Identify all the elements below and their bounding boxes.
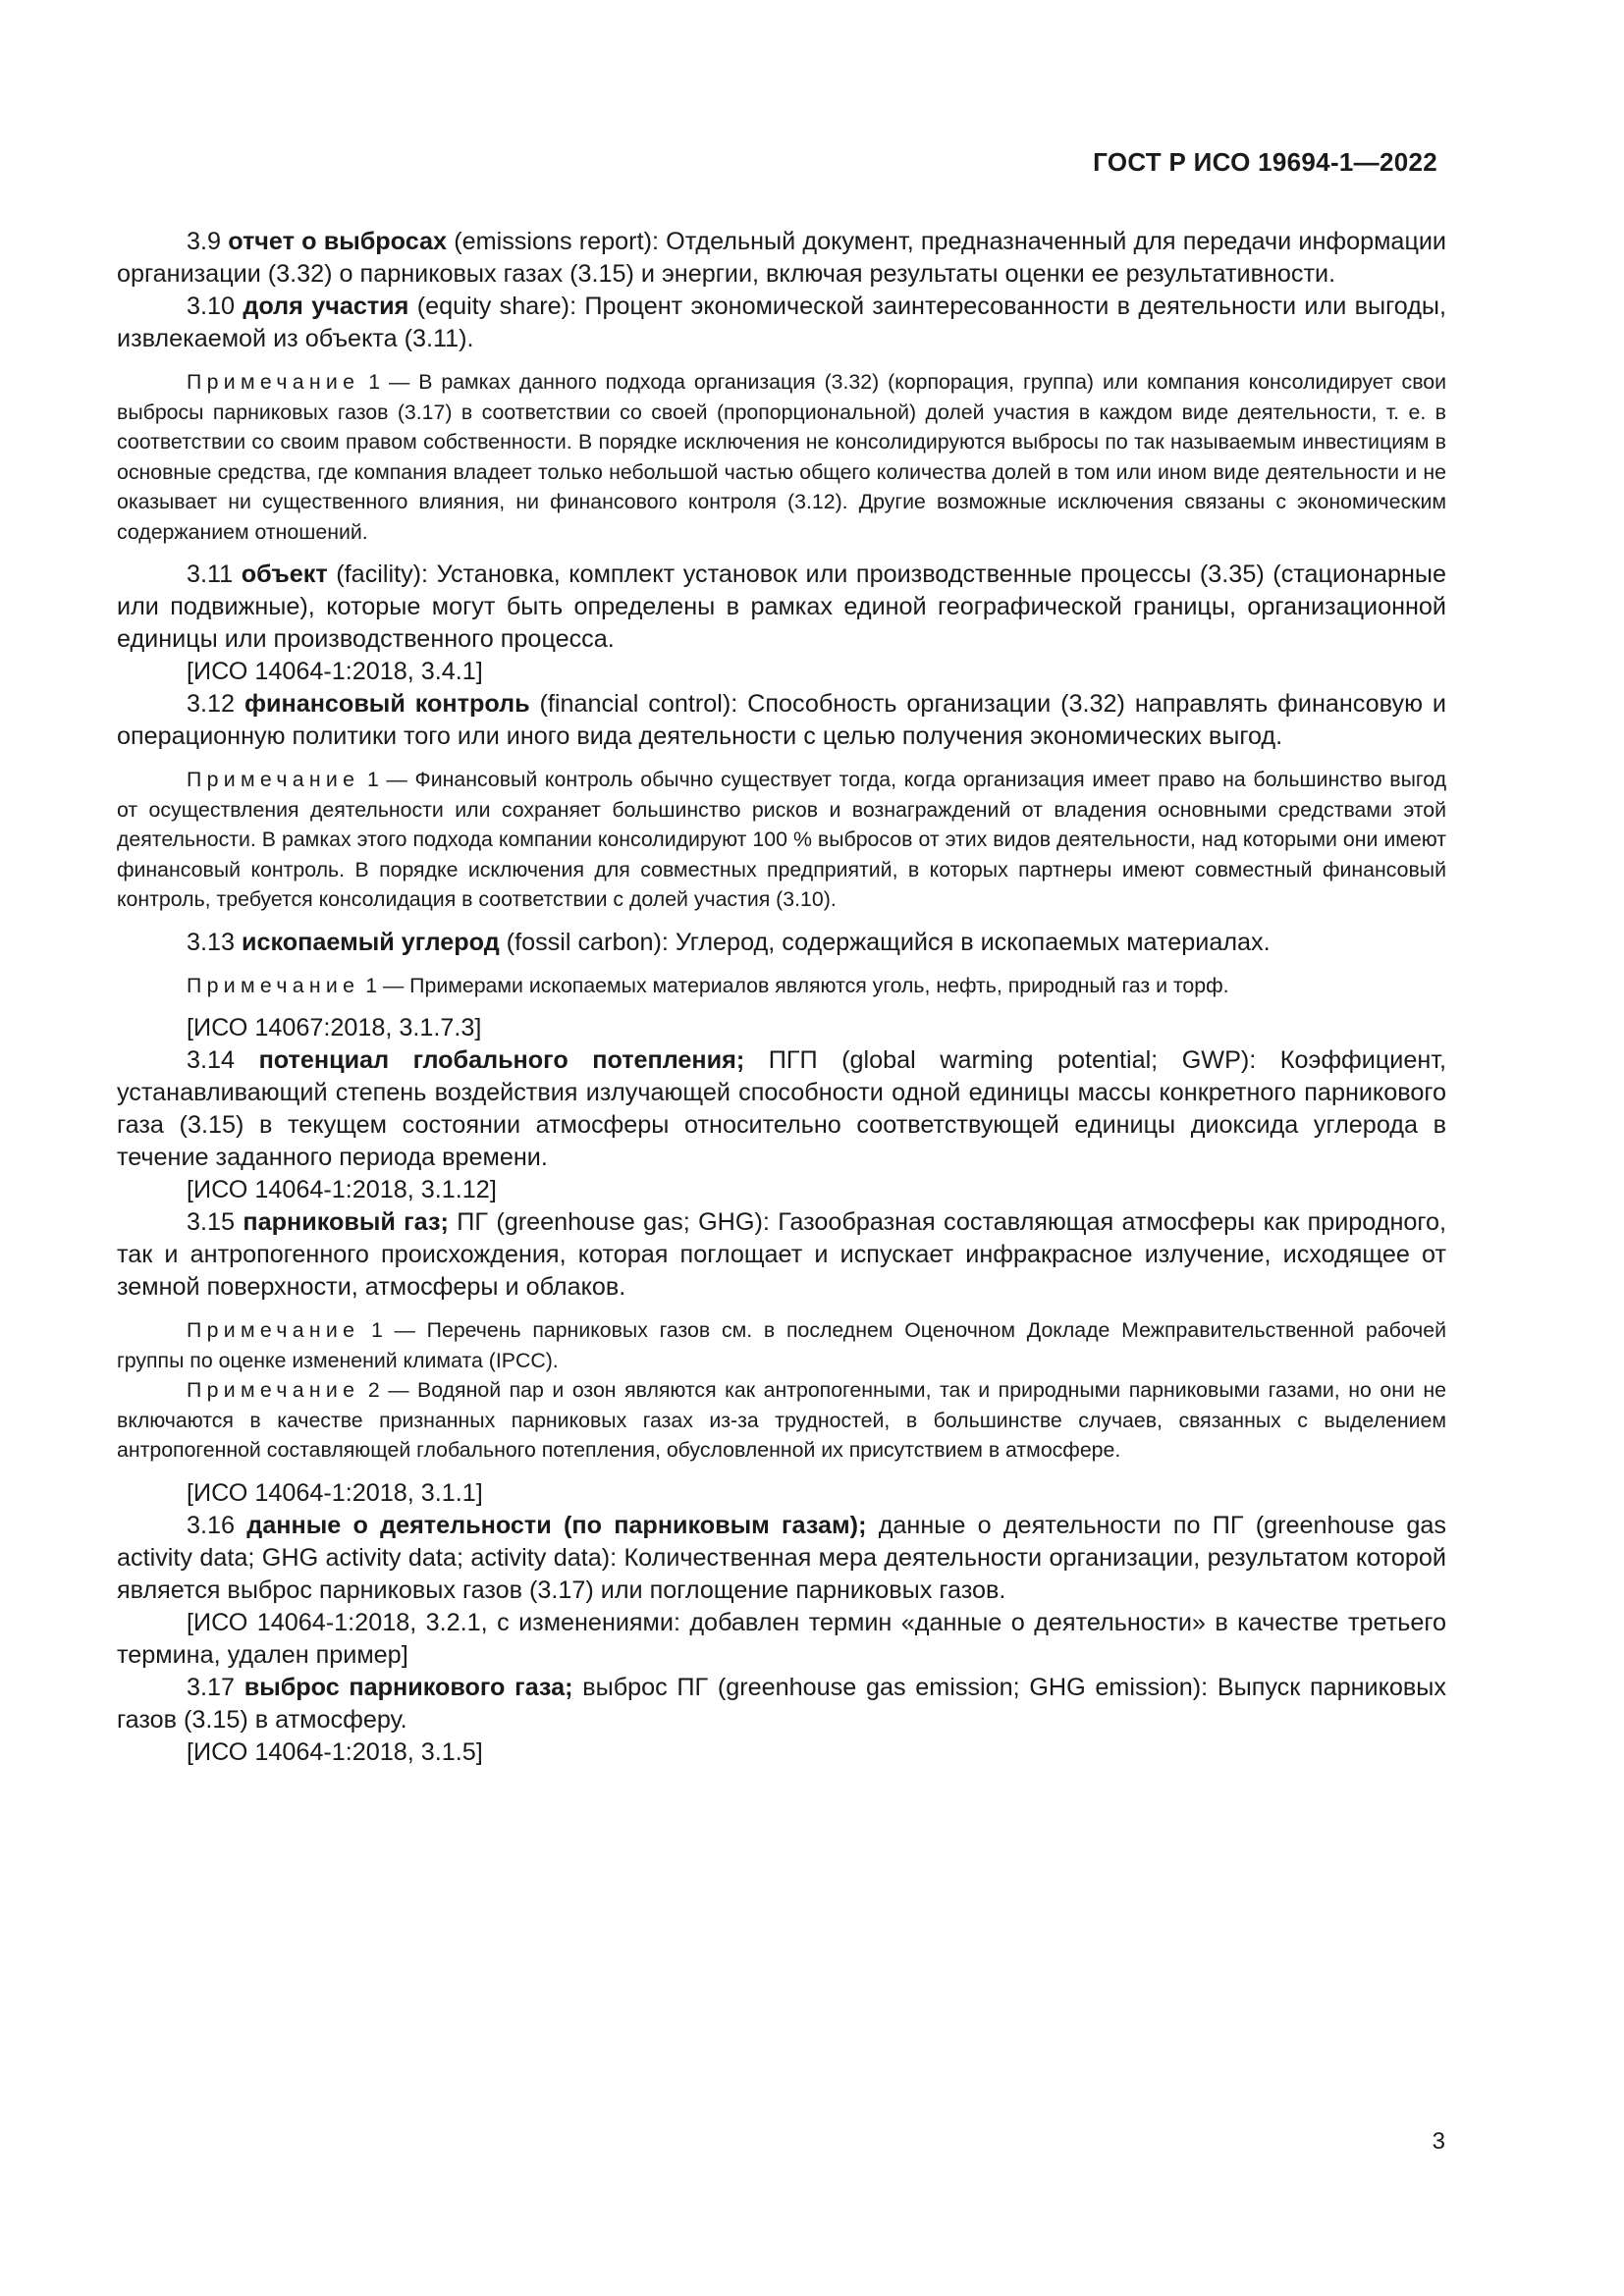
term-definition: (financial control): Способность организации (3.32) направлять финансовую и операционную политики того или иного вида деятельности с целью получения экономических выгод. [117,690,1446,750]
term-entry-3-13 [117,927,1446,959]
note-label: Примечание [187,768,360,791]
term-definition: данные о деятельности по ПГ (greenhouse gas activity data; GHG activity data; activity data): Количественная мера деятельности организации, результатом которой является выброс парниковых газов (3.17) или поглощение парниковых газов. [117,1511,1446,1604]
note-3-10 [117,367,1446,547]
note-number: 1 — [366,768,407,791]
term-entry-3-17 [117,1672,1446,1736]
term-number: 3.13 [187,928,236,956]
note-label: Примечание [187,370,360,394]
document-header: ГОСТ Р ИСО 19694-1—2022 [1093,147,1437,177]
term-definition: (equity share): Процент экономической заинтересованности в деятельности или выгоды, извлекаемой из объекта (3.11). [117,293,1446,352]
term-title: ископаемый углерод [242,928,500,956]
note-text: В рамках данного подхода организация (3.32) (корпорация, группа) или компания консолидирует свои выбросы парниковых газов (3.17) в соответствии со своей (пропорциональной) долей участия в каждом виде деятельности, т. е. в соответствии со своим правом собственности. В порядке исключения не консолидируются выбросы по так называемым инвестициям в основные средства, где компания владеет только небольшой частью общего количества долей в том или ином виде деятельности и не оказывает ни существенного влияния, ни финансового контроля (3.12). Другие возможные исключения связаны с экономическим содержанием отношений. [117,370,1447,544]
term-title: парниковый газ; [243,1208,449,1236]
term-title: выброс парникового газа; [244,1673,573,1701]
term-title: потенциал глобального потепления; [258,1046,745,1074]
term-number: 3.14 [187,1046,236,1074]
term-number: 3.12 [187,690,236,718]
reference-3-16: [ИСО 14064-1:2018, 3.2.1, с изменениями: добавлен термин «данные о деятельности» в качестве третьего термина, удален пример] [117,1608,1446,1669]
term-definition: ПГ (greenhouse gas; GHG): Газообразная составляющая атмосферы как природного, так и антропогенного происхождения, которая поглощает и испускает инфракрасное излучение, исходящее от земной поверхности, атмосферы и облаков. [117,1208,1447,1301]
note-text: Водяной пар и озон являются как антропогенными, так и природными парниковыми газами, но они не включаются в качестве признанных парниковых газах из-за трудностей, в большинстве случаев, связанных с выделением антропогенной составляющей глобального потепления, обусловленной их присутствием в атмосфере. [117,1378,1447,1462]
term-title: объект [241,561,328,588]
note-label: Примечание [187,973,360,997]
term-number: 3.16 [187,1511,236,1539]
note-3-15-1 [117,1315,1446,1375]
note-number: 1 — [371,1318,415,1342]
page-number: 3 [1432,2128,1445,2155]
term-title: отчет о выбросах [228,228,448,255]
term-title: финансовый контроль [244,690,530,718]
term-number: 3.17 [187,1673,236,1701]
reference-3-14: [ИСО 14064-1:2018, 3.1.12] [187,1176,497,1203]
term-title: доля участия [243,293,409,320]
term-definition: (fossil carbon): Углерод, содержащийся в ископаемых материалах. [499,928,1271,956]
note-label: Примечание [187,1378,360,1402]
reference-3-17: [ИСО 14064-1:2018, 3.1.5] [187,1737,483,1766]
note-3-12 [117,765,1446,915]
note-text: Примерами ископаемых материалов являются уголь, нефть, природный газ и торф. [404,973,1229,997]
term-title: данные о деятельности (по парниковым газам); [246,1511,867,1539]
reference-3-15: [ИСО 14064-1:2018, 3.1.1] [187,1478,483,1507]
term-entry-3-11 [117,559,1446,656]
term-number: 3.9 [187,228,222,255]
term-entry-3-12 [117,688,1446,753]
note-number: 1 — [368,370,410,394]
term-number: 3.10 [187,293,236,320]
term-entry-3-9 [117,226,1446,291]
note-text: Перечень парниковых газов см. в последнем Оценочном Докладе Межправительственной рабочей группы по оценке изменений климата (IPCC). [117,1318,1446,1372]
term-definition: (facility): Установка, комплект установок или производственные процессы (3.35) (стационарные или подвижные), которые могут быть определены в рамках единой географической границы, организационной единицы или производственного процесса. [117,561,1447,653]
term-definition: ПГП (global warming potential; GWP): Коэффициент, устанавливающий степень воздействия излучающей способности одной единицы массы конкретного парникового газа (3.15) в текущем состоянии атмосферы относительно соответствующей единицы диоксида углерода в течение заданного периода времени. [117,1046,1446,1171]
term-number: 3.11 [187,561,234,588]
note-label: Примечание [187,1318,360,1342]
term-entry-3-15 [117,1206,1446,1304]
note-text: Финансовый контроль обычно существует тогда, когда организация имеет право на большинство выгод от осуществления деятельности или сохраняет большинство рисков и вознаграждений от владения основными средствами этой деятельности. В рамках этого подхода компании консолидируют 100 % выбросов от этих видов деятельности, над которыми они имеют финансовый контроль. В порядке исключения для совместных предприятий, в которых партнеры имеют совместный финансовый контроль, требуется консолидация в соответствии с долей участия (3.10). [117,768,1446,911]
term-number: 3.15 [187,1208,236,1236]
reference-3-11: [ИСО 14064-1:2018, 3.4.1] [187,658,483,685]
document-body [117,226,1446,1769]
note-number: 2 — [367,1378,409,1402]
term-entry-3-16 [117,1510,1446,1607]
reference-3-13: [ИСО 14067:2018, 3.1.7.3] [187,1014,482,1041]
note-3-15-2 [117,1375,1446,1466]
note-3-13 [117,971,1446,1001]
term-definition: (emissions report): Отдельный документ, предназначенный для передачи информации организации (3.32) о парниковых газах (3.15) и энергии, включая результаты оценки ее результативности. [117,228,1447,288]
term-definition: выброс ПГ (greenhouse gas emission; GHG emission): Выпуск парниковых газов (3.15) в атмосферу. [117,1673,1446,1734]
term-entry-3-10 [117,291,1446,355]
term-entry-3-14 [117,1044,1446,1174]
note-number: 1 — [365,973,405,997]
